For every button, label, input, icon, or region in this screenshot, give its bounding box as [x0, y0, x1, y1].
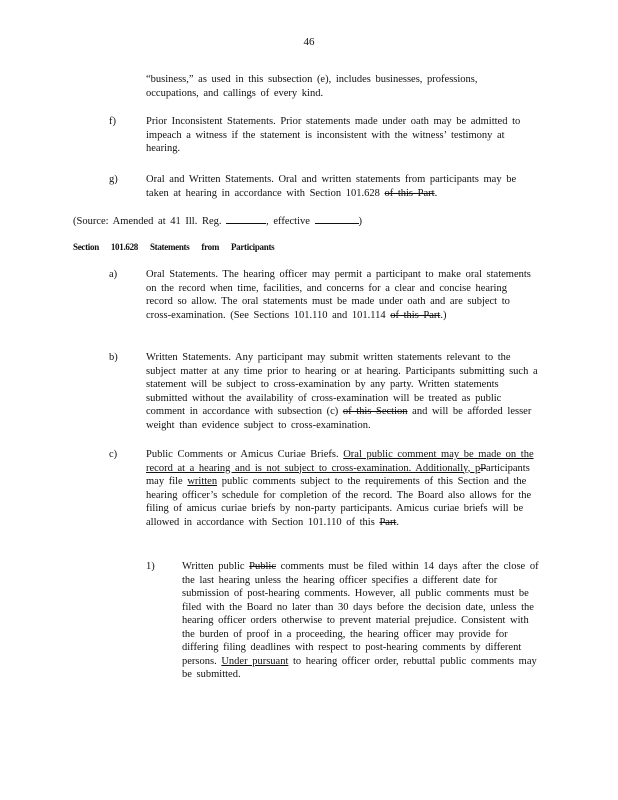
item-c1-mid: comments must be filed within 14 days after the close of the last hearing unless the hearing officer specifies a different date for submission of post-hearing comments. However, all public comments must be filed with the Board no later than 30 days before the decision date, unless the hearing officer orders otherwise to prevent material prejudice. Consistent with the burden of proof in a proceeding, the hearing officer may provide for differing filing deadlines with respect to post-hearing comments by different persons.: [182, 561, 539, 667]
item-g-deleted: of this Part: [384, 187, 435, 199]
page-number: 46: [303, 36, 315, 48]
item-c1-deleted: Public: [249, 561, 276, 572]
item-b-paragraph: [146, 351, 542, 432]
source-note: [73, 213, 533, 229]
section-heading: Section 101.628 Statements from Participants: [73, 242, 275, 252]
item-c1-paragraph: [182, 560, 542, 682]
source-blank-date: [315, 213, 359, 224]
item-c1-inserted: Under pursuant: [221, 655, 289, 667]
item-c1-label: 1): [146, 561, 155, 572]
item-a-text: Oral Statements. The hearing officer may permit a participant to make oral statements on the record when time, facilities, and concerns for a clear and concise hearing record so allow. The oral statements must be made under oath and are subject to cross-examination. (See Sections 101.110 and 101.114: [146, 269, 531, 321]
item-c-paragraph: [146, 448, 542, 529]
item-c-end: .: [396, 516, 399, 528]
item-b-deleted: of this Section: [342, 406, 408, 417]
item-a-label: a): [109, 269, 118, 280]
item-g-paragraph: [146, 173, 536, 200]
item-b-label: b): [109, 352, 118, 363]
item-g-end: .: [434, 187, 438, 199]
item-b-text: Written Statements. Any participant may submit written statements relevant to the subject matter at any time prior to hearing or at hearing. Participants submitting such a statement will be subject to cross-examination by any party. Written statements submitted without the availability of cross-examination will be treated as public comment in accordance with subsection (c): [146, 352, 538, 417]
item-c-p-inserted: p: [470, 462, 481, 474]
item-c-deleted: Part: [379, 516, 397, 528]
item-c-inserted: Oral public comment may be made on the record at a hearing and is not subject to cross-examination. Additionally,: [146, 449, 534, 474]
item-c-written-inserted: written: [187, 476, 218, 487]
item-c1-end: to hearing officer order, rebuttal public comments may be submitted.: [182, 655, 537, 680]
item-c1-lead: Written public: [182, 561, 250, 572]
source-effective: , effective: [266, 216, 310, 227]
item-g-label: g): [109, 174, 118, 185]
item-c-mid2: public comments subject to the requirements of this Section and the hearing officer’s schedule for completion of the record. The Board also allows for the filing of amicus curiae briefs by non-party participants. Amicus curiae briefs will be allowed in accordance with Section 101.110 of this: [146, 476, 532, 528]
item-f-label: f): [109, 116, 116, 127]
source-blank-reg: [226, 213, 266, 224]
item-a-deleted: of this Part: [390, 309, 441, 321]
item-f-text: Prior Inconsistent Statements. Prior statements made under oath may be admitted to impeach a witness if the statement is inconsistent with the witness’ testimony at hearing.: [146, 116, 521, 154]
item-a-end: .): [440, 309, 447, 321]
item-c-p-deleted: P: [480, 462, 487, 474]
source-prefix: (Source: Amended at 41 Ill. Reg.: [73, 216, 222, 227]
item-b-end: and will be afforded lesser weight than evidence subject to cross-examination.: [146, 406, 532, 431]
item-c-label: c): [109, 449, 118, 460]
item-a-paragraph: [146, 268, 536, 322]
item-g-text: Oral and Written Statements. Oral and written statements from participants may be taken at hearing in accordance with Section 101.628: [146, 174, 517, 199]
item-c-mid1: articipants may file: [146, 462, 530, 487]
intro-paragraph: “business,” as used in this subsection (e), includes businesses, professions, occupations, and callings of every kind.: [146, 74, 478, 99]
item-c-lead: Public Comments or Amicus Curiae Briefs.: [146, 449, 344, 460]
source-close: ): [358, 216, 363, 227]
